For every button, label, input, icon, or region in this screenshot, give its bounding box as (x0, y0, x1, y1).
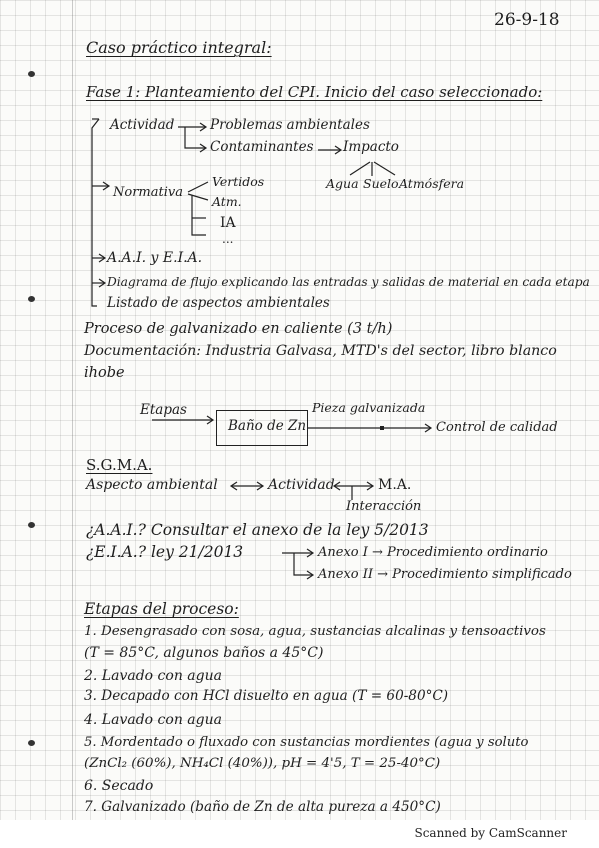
sgma-aspecto: Aspecto ambiental (86, 477, 218, 493)
step-line: (ZnCl₂ (60%), NH₄Cl (40%)), pH = 4'5, T = 25-40°C) (84, 756, 441, 771)
flow-bano: Baño de Zn (228, 418, 307, 434)
sgma-interaccion: Interacción (346, 499, 422, 514)
tree-contaminantes: Contaminantes (210, 139, 314, 155)
tree-aai: A.A.I. y E.I.A. (107, 250, 203, 266)
tree-diagrama: Diagrama de flujo explicando las entradas y salidas de material en cada etapa (107, 275, 590, 289)
tree-actividad: Actividad (110, 117, 175, 133)
flow-control: Control de calidad (436, 420, 558, 435)
eia-question: ¿E.I.A.? ley 21/2013 (86, 543, 244, 561)
step-line: 6. Secado (84, 778, 154, 794)
tree-atm: Atm. (212, 194, 242, 209)
sgma-actividad: Actividad (268, 477, 335, 493)
tree-vertidos: Vertidos (212, 174, 265, 189)
tree-impacto: Impacto (343, 139, 399, 155)
tree-atmosfera: Atmósfera (399, 176, 465, 191)
tree-normativa: Normativa (113, 185, 183, 200)
page-date: 26-9-18 (494, 10, 560, 30)
step-line: 4. Lavado con agua (84, 712, 222, 728)
step-line: 3. Decapado con HCl disuelto en agua (T = 60-80°C) (84, 688, 449, 704)
binder-hole (28, 71, 35, 77)
sgma-ma: M.A. (378, 477, 412, 493)
binder-hole (28, 296, 35, 302)
fase-title: Fase 1: Planteamiento del CPI. Inicio del caso seleccionado: (86, 83, 543, 101)
tree-dots: ... (222, 232, 234, 246)
heading: Caso práctico integral: (86, 38, 272, 57)
tree-agua: Agua (326, 176, 359, 191)
tree-listado: Listado de aspectos ambientales (107, 295, 330, 311)
flow-pieza: Pieza galvanizada (312, 400, 426, 415)
etapas-title: Etapas del proceso: (84, 600, 239, 618)
eia-anexo1: Anexo I → Procedimiento ordinario (318, 545, 548, 560)
documentacion-line: Documentación: Industria Galvasa, MTD's del sector, libro blanco (84, 343, 557, 359)
step-line: 1. Desengrasado con sosa, agua, sustancias alcalinas y tensoactivos (84, 624, 546, 639)
scanner-watermark: Scanned by CamScanner (414, 826, 567, 840)
step-line: (T = 85°C, algunos baños a 45°C) (84, 645, 324, 661)
step-line: 5. Mordentado o fluxado con sustancias mordientes (agua y soluto (84, 735, 529, 750)
tree-ia: IA (220, 215, 236, 231)
margin-line (72, 0, 73, 820)
tree-problemas: Problemas ambientales (210, 117, 370, 133)
ihobe-line: ihobe (84, 365, 125, 381)
step-line: 2. Lavado con agua (84, 668, 222, 684)
tree-suelo: Suelo (363, 176, 399, 191)
step-line: 7. Galvanizado (baño de Zn de alta pureza a 450°C) (84, 799, 441, 815)
binder-hole (28, 522, 35, 528)
eia-anexo2: Anexo II → Procedimiento simplificado (318, 567, 572, 582)
flow-etapas: Etapas (140, 402, 187, 418)
binder-hole (28, 740, 35, 746)
aai-line: ¿A.A.I.? Consultar el anexo de la ley 5/2013 (86, 521, 429, 539)
sgma-title: S.G.M.A. (86, 456, 153, 474)
proceso-line: Proceso de galvanizado en caliente (3 t/h) (84, 321, 393, 337)
